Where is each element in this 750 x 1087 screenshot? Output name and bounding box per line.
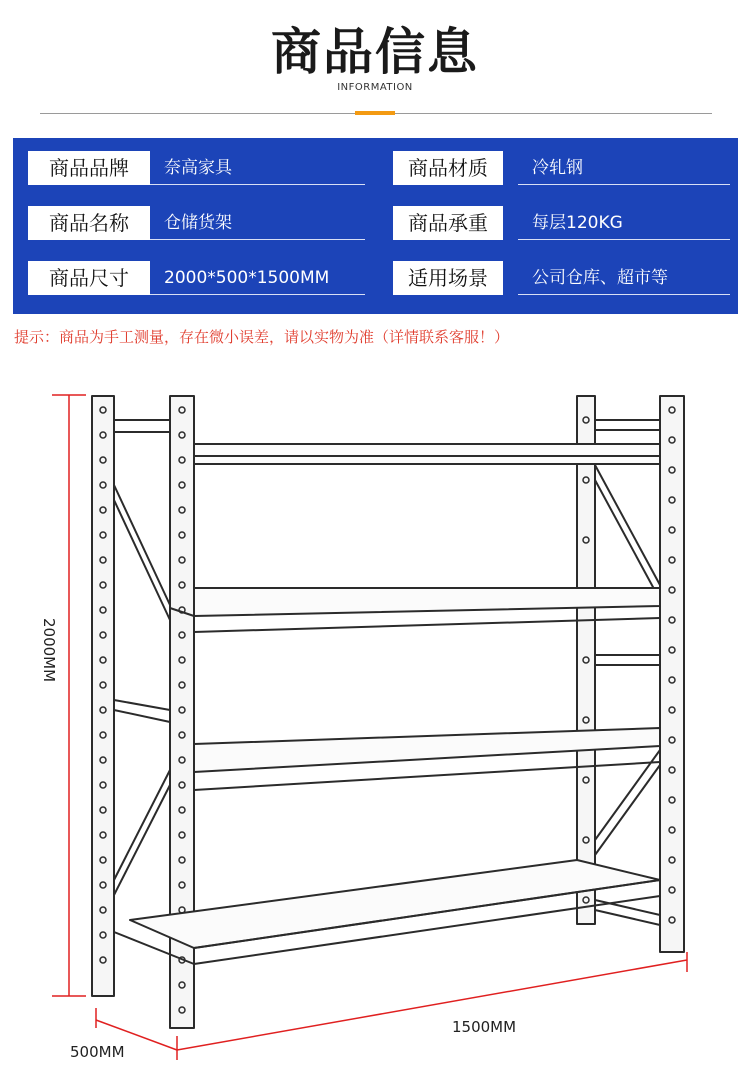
section-header (0, 0, 750, 130)
info-value-name: 仓储货架 (150, 206, 365, 240)
info-label-load: 商品承重 (393, 206, 503, 240)
info-value-load: 每层120KG (518, 206, 730, 240)
info-value-scene: 公司仓库、超市等 (518, 261, 730, 295)
warehouse-shelf-icon (92, 396, 684, 1028)
height-dimension-label: 2000MM (40, 618, 58, 683)
width-dimension-label: 1500MM (452, 1018, 517, 1036)
dimension-diagram (0, 360, 750, 1083)
info-label-material: 商品材质 (393, 151, 503, 185)
info-value-size: 2000*500*1500MM (150, 261, 365, 295)
page-title: 商品信息 (271, 23, 479, 81)
measurement-notice: 提示：商品为手工测量，存在微小误差，请以实物为准（详情联系客服！） (14, 328, 510, 346)
info-label-brand: 商品品牌 (28, 151, 150, 185)
info-value-brand: 奈高家具 (150, 151, 365, 185)
info-label-name: 商品名称 (28, 206, 150, 240)
header-accent-bar (355, 111, 395, 115)
info-value-material: 冷轧钢 (518, 151, 730, 185)
product-info-panel (13, 138, 738, 314)
depth-dimension-label: 500MM (70, 1043, 125, 1061)
info-label-size: 商品尺寸 (28, 261, 150, 295)
page-subtitle: INFORMATION (337, 82, 413, 93)
info-label-scene: 适用场景 (393, 261, 503, 295)
